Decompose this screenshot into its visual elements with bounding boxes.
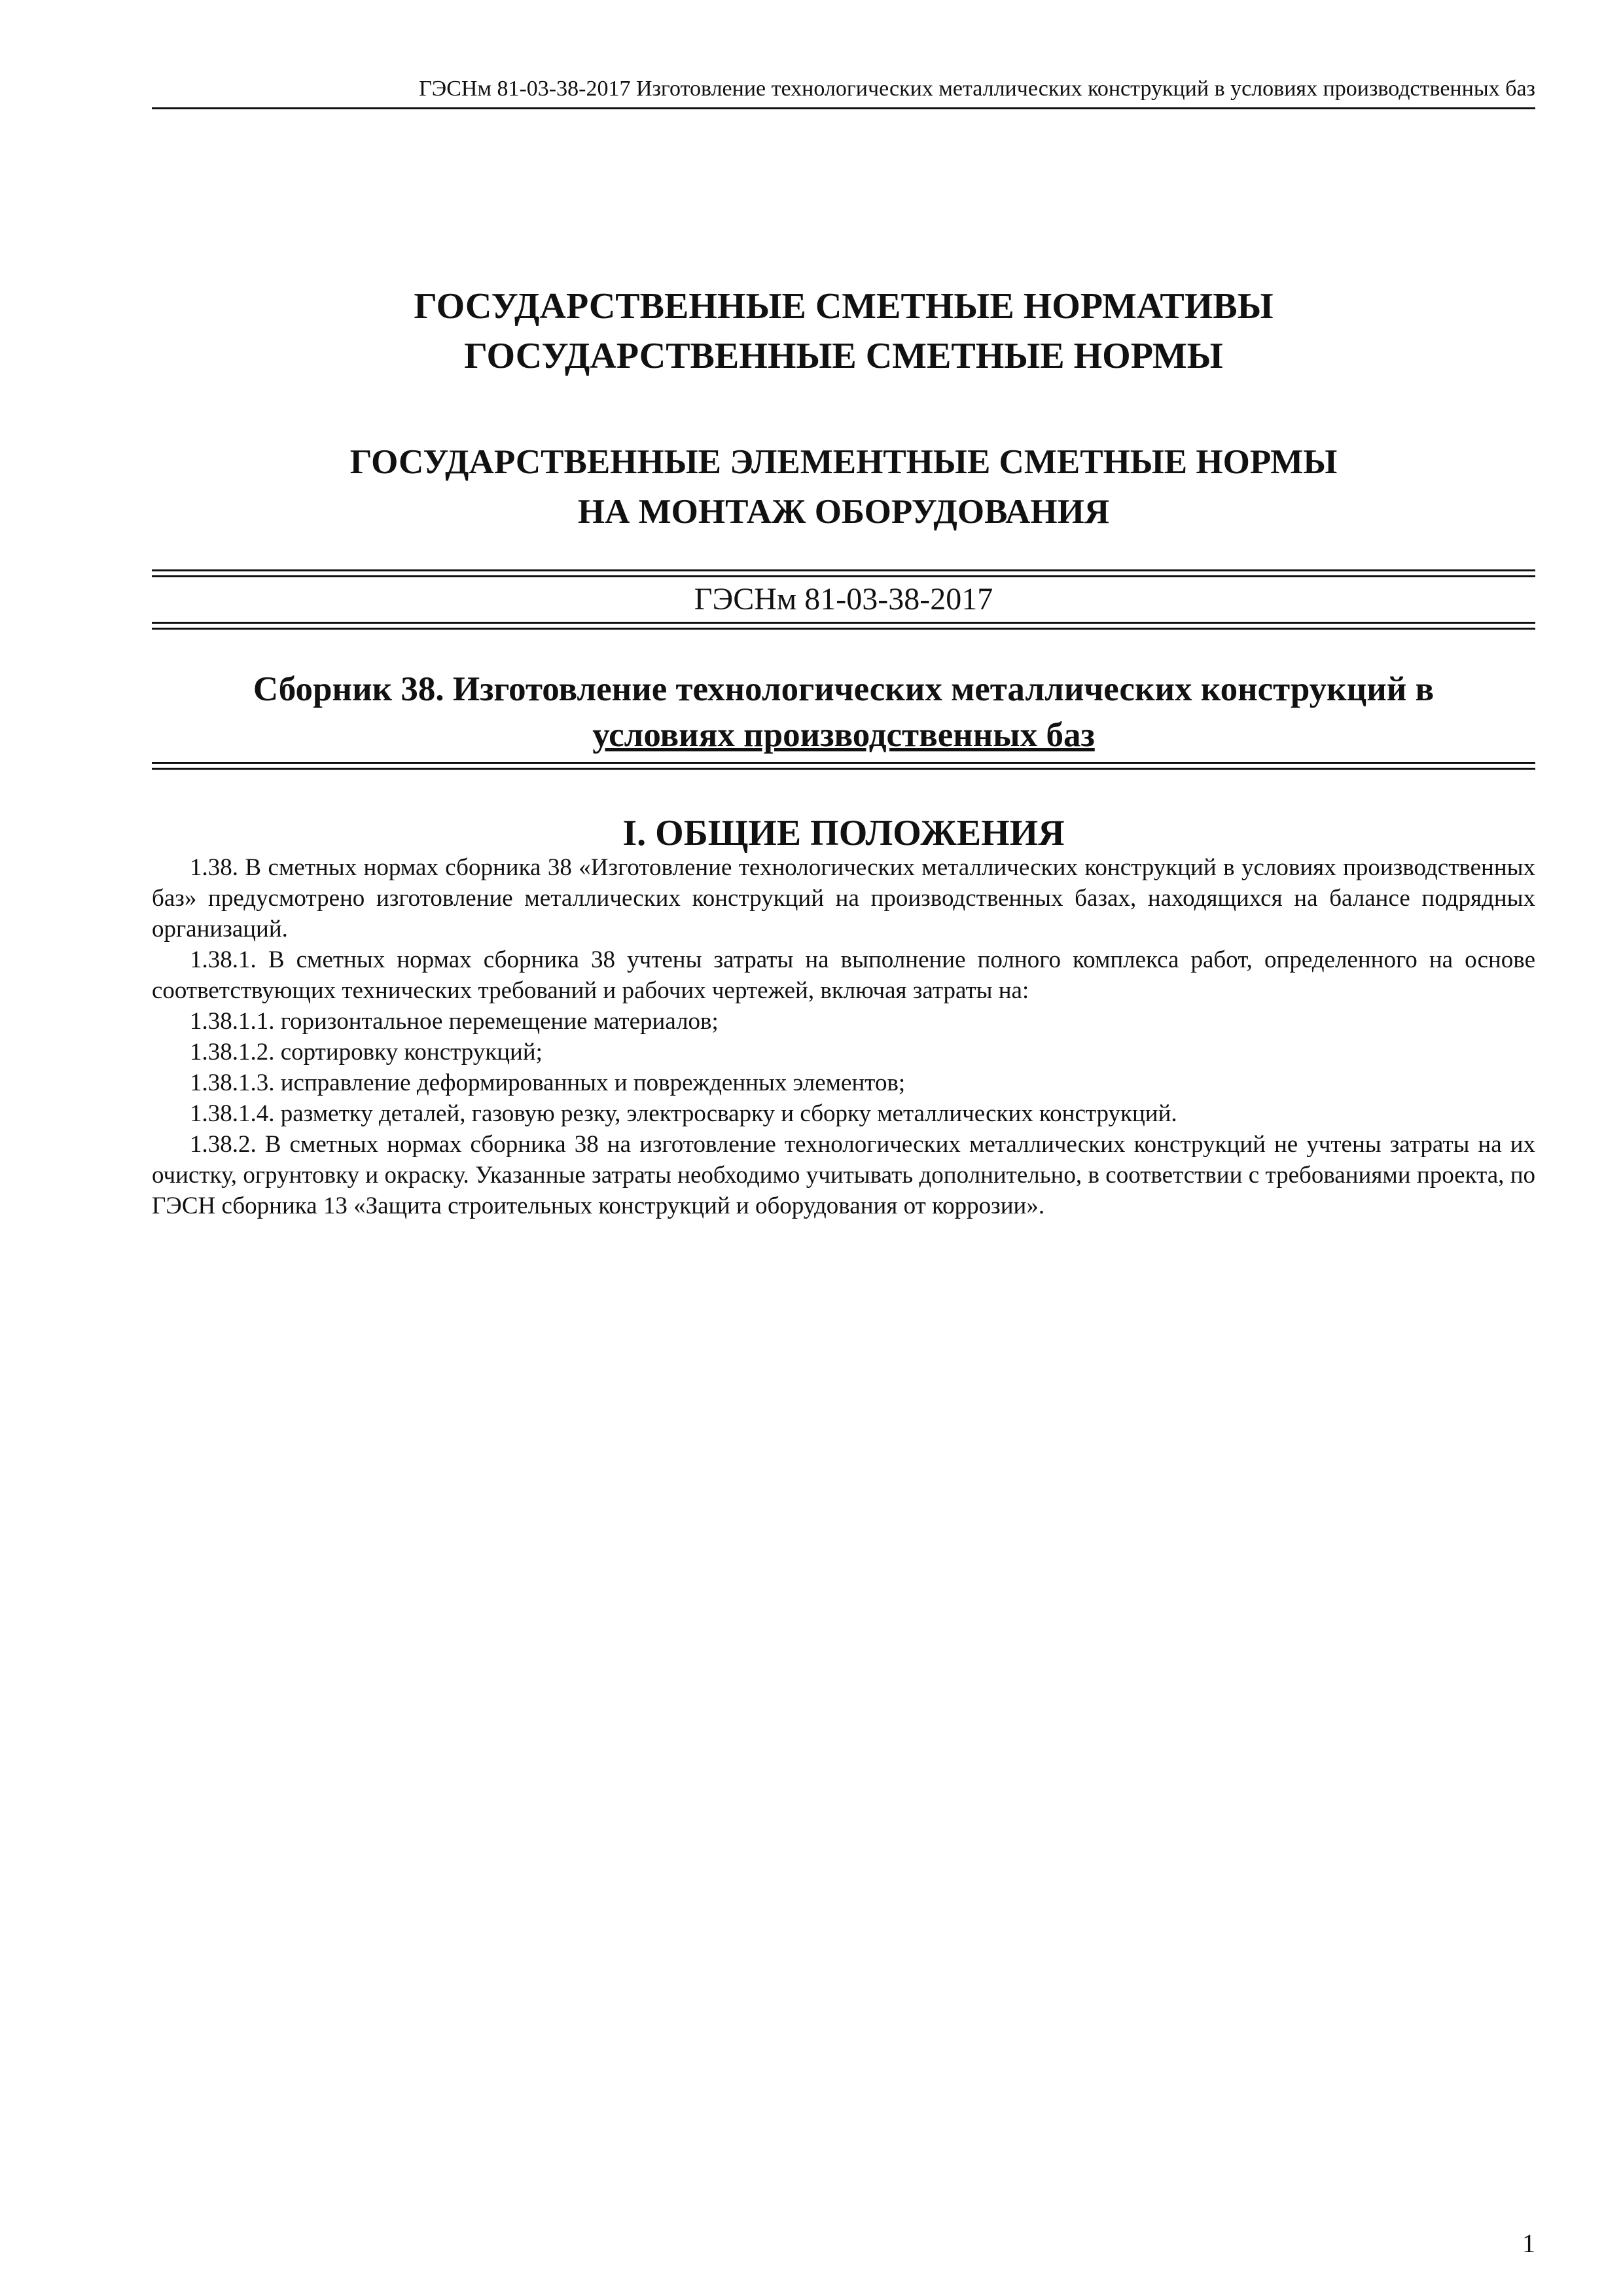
paragraph-1-38: 1.38. В сметных нормах сборника 38 «Изготовление технологических металлических конструкций в условиях производственных баз» предусмотрено изготовление металлических конструкций на производственных базах, находящихся на балансе подрядных организаций. <box>152 854 1535 942</box>
page-number: 1 <box>1522 2229 1535 2258</box>
title-line-2: ГОСУДАРСТВЕННЫЕ СМЕТНЫЕ НОРМЫ <box>464 336 1223 376</box>
paragraph-1-38-2: 1.38.2. В сметных нормах сборника 38 на изготовление технологических металлических конструкций не учтены затраты на их очистку, огрунтовку и окраску. Указанные затраты необходимо учитывать дополнительно, в соответствии с требованиями проекта, по ГЭСН сборника 13 «Защита строительных конструкций и оборудования от коррозии». <box>152 1131 1535 1219</box>
title-block-main <box>152 281 1535 381</box>
running-header: ГЭСНм 81-03-38-2017 Изготовление технологических металлических конструкций в условиях производственных баз <box>152 75 1535 109</box>
section-body <box>152 852 1535 1221</box>
double-rule-bottom <box>152 762 1535 770</box>
paragraph-1-38-1-2: 1.38.1.2. сортировку конструкций; <box>190 1039 543 1066</box>
document-code: ГЭСНм 81-03-38-2017 <box>694 582 993 617</box>
double-rule-top <box>152 569 1535 577</box>
title-line-1: ГОСУДАРСТВЕННЫЕ СМЕТНЫЕ НОРМАТИВЫ <box>414 286 1274 327</box>
paragraph-1-38-1-4: 1.38.1.4. разметку деталей, газовую резку, электросварку и сборку металлических конструкций. <box>190 1100 1177 1127</box>
title-line-4: НА МОНТАЖ ОБОРУДОВАНИЯ <box>577 493 1110 531</box>
collection-title-line-1: Сборник 38. Изготовление технологических металлических конструкций в <box>253 670 1435 708</box>
title-line-3: ГОСУДАРСТВЕННЫЕ ЭЛЕМЕНТНЫЕ СМЕТНЫЕ НОРМЫ <box>349 443 1338 481</box>
paragraph-1-38-1: 1.38.1. В сметных нормах сборника 38 учтены затраты на выполнение полного комплекса работ, определенного на основе соответствующих технических требований и рабочих чертежей, включая затраты на: <box>152 946 1535 1004</box>
collection-title-line-2: условиях производственных баз <box>592 716 1095 754</box>
section-heading: I. ОБЩИЕ ПОЛОЖЕНИЯ <box>622 813 1065 853</box>
paragraph-1-38-1-1: 1.38.1.1. горизонтальное перемещение материалов; <box>190 1008 719 1035</box>
double-rule-middle <box>152 622 1535 630</box>
paragraph-1-38-1-3: 1.38.1.3. исправление деформированных и поврежденных элементов; <box>190 1069 906 1096</box>
collection-title <box>152 666 1535 758</box>
title-block-sub <box>152 437 1535 537</box>
